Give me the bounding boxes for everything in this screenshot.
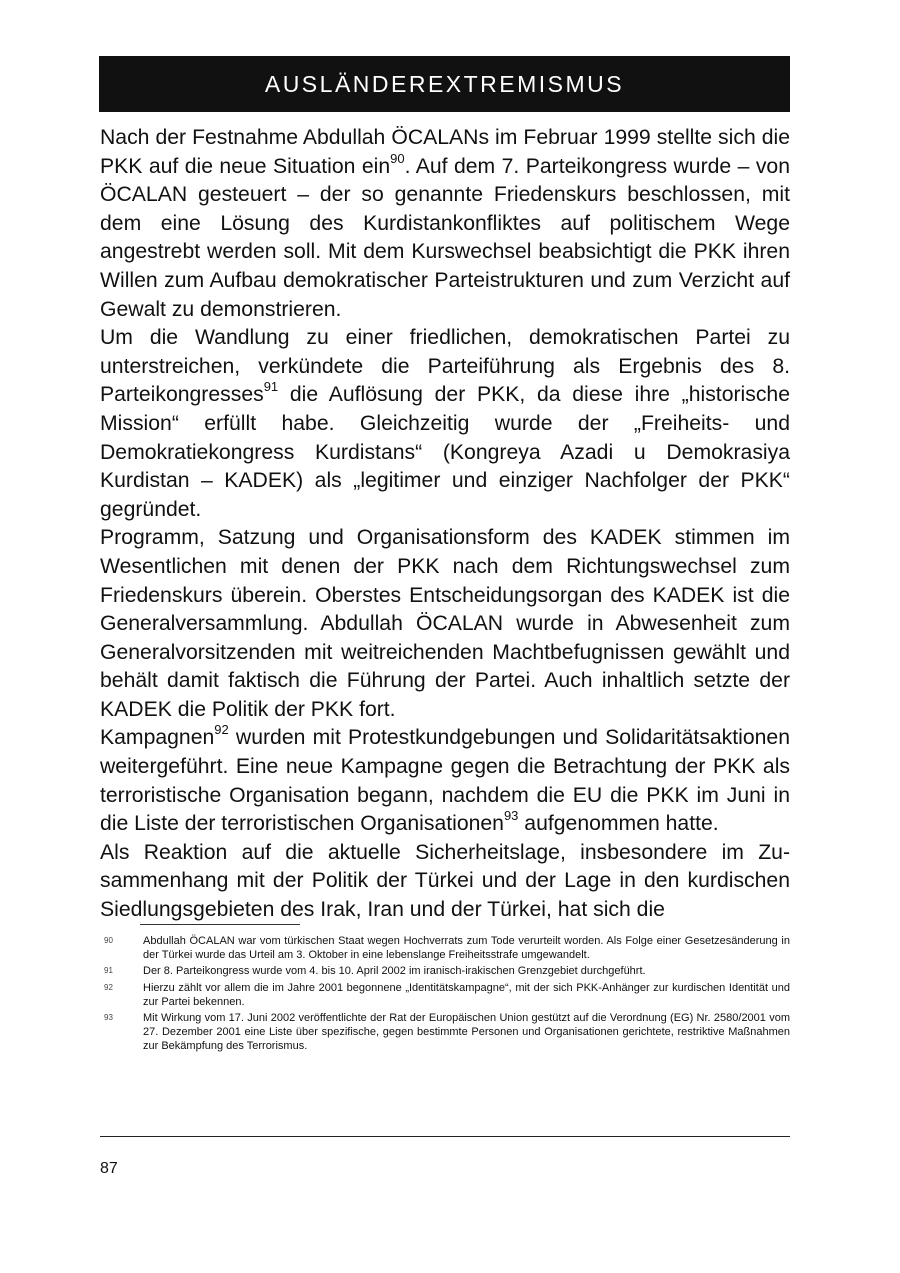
paragraph-2-text-a: Um die Wandlung zu einer friedlichen, demokratischen Partei zu unterstreichen, verkündete die Parteiführung als Ergebnis des 8. Parteikongresses	[100, 326, 790, 407]
footnote-ref-90[interactable]: 90	[390, 150, 405, 166]
paragraph-2	[100, 324, 790, 524]
footnote-number: 90	[104, 936, 113, 945]
footnote-text: Hierzu zählt vor allem die im Jahre 2001 begonnene „Identitätskampagne“, mit der sich PKK-Anhänger zur kurdischen Identität und zur Partei bekennen.	[143, 981, 790, 1008]
footnote-number: 92	[104, 982, 113, 992]
footnote-number: 91	[104, 966, 113, 976]
paragraph-5-text: Als Reaktion auf die aktuelle Sicherheitslage, insbesondere im Zusammenhang mit der Politik der Türkei und der Lage in den kurdischen Siedlungsgebieten des Irak, Iran und der Türkei, hat sich die	[100, 840, 790, 922]
footnote-ref-92[interactable]: 92	[214, 722, 229, 738]
paragraph-1-text-a: Nach der Festnahme Abdullah ÖCALANs im Februar 1999 stellte sich die PKK auf die neue Situation ein	[100, 126, 790, 178]
paragraph-4-text-a: Kampagnen	[100, 726, 215, 750]
footnote-text: Mit Wirkung vom 17. Juni 2002 veröffentlichte der Rat der Europäischen Union gestützt auf die Verordnung (EG) Nr. 2580/2001 vom 27. Dezember 2001 eine Liste über spezifische, gegen bestimmte Personen und Organisationen gerichtete, restriktive Maßnahmen zur Bekämpfung des Terrorismus.	[143, 1012, 790, 1053]
page-number: 87	[100, 1160, 118, 1177]
paragraph-4-text-b: wurden mit Protestkundgebungen und Solidaritätsaktionen weitergeführt. Eine neue Kampagne gegen die Betrachtung der PKK als terroristische Organisation begann, nachdem die EU die PKK im Juni in die Liste der terroristischen Organisationen	[100, 726, 790, 836]
footnote-text: Der 8. Parteikongress wurde vom 4. bis 10. April 2002 im iranisch-irakischen Grenzgebiet durchgeführt.	[143, 965, 646, 978]
footnote-ref-91[interactable]: 91	[263, 379, 279, 395]
paragraph-4-text-c: aufgenommen hatte.	[518, 812, 719, 836]
paragraph-4	[100, 724, 790, 838]
chapter-title: AUSLÄNDEREXTREMISMUS	[264, 70, 625, 97]
footnote-text: Abdullah ÖCALAN war vom türkischen Staat wegen Hochverrats zum Tode verurteilt worden. Als Folge einer Gesetzesänderung in der Türkei wurde das Urteil am 3. Oktober in eine lebenslange Freiheitsstrafe umgewandelt.	[143, 935, 790, 962]
paragraph-1	[100, 124, 790, 324]
paragraph-1-text-b: . Auf dem 7. Parteikongress wurde – von ÖCALAN gesteuert – der so genannte Friedenskurs beschlossen, mit dem eine Lösung des Kurdistankonfliktes auf politischem Wege angestrebt werden soll. Mit dem Kurswechsel beabsichtigt die PKK ihren Willen zum Aufbau demokratischer Parteistrukturen und zum Verzicht auf Gewalt zu demonstrieren.	[100, 154, 790, 321]
footnote-91	[104, 964, 790, 978]
paragraph-3-text: Programm, Satzung und Organisationsform des KADEK stimmen im Wesentlichen mit denen der PKK nach dem Richtungswechsel zum Friedenskurs überein. Oberstes Entscheidungsorgan des KADEK ist die Generalversammlung. Abdullah ÖCALAN wurde in Abwesenheit zum Generalvorsitzenden mit weitreichenden Machtbefugnissen gewählt und behält damit faktisch die Führung der Partei. Auch inhaltlich setzte der KADEK die Politik der PKK fort.	[100, 526, 790, 721]
footnotes	[104, 934, 790, 1056]
page-footer-divider	[100, 1136, 790, 1137]
paragraph-3	[100, 524, 790, 724]
paragraph-2-text-b: die Auflösung der PKK, da diese ihre „historische Mission“ erfüllt habe. Gleichzeitig wurde der „Freiheits- und Demokratiekongress Kurdistans“ (Kongreya Azadi u Demokrasiya Kurdistan – KADEK) als „legitimer und einziger Nachfolger der PKK“ gegründet.	[100, 383, 790, 521]
footnote-divider	[140, 924, 300, 925]
main-text	[100, 124, 790, 925]
chapter-header	[99, 56, 790, 112]
footnote-90	[104, 934, 790, 962]
paragraph-5	[100, 839, 790, 925]
footnote-92	[104, 981, 790, 1009]
footnote-93	[104, 1011, 790, 1054]
footnote-number: 93	[104, 1013, 113, 1023]
footnote-ref-93[interactable]: 93	[503, 808, 519, 824]
